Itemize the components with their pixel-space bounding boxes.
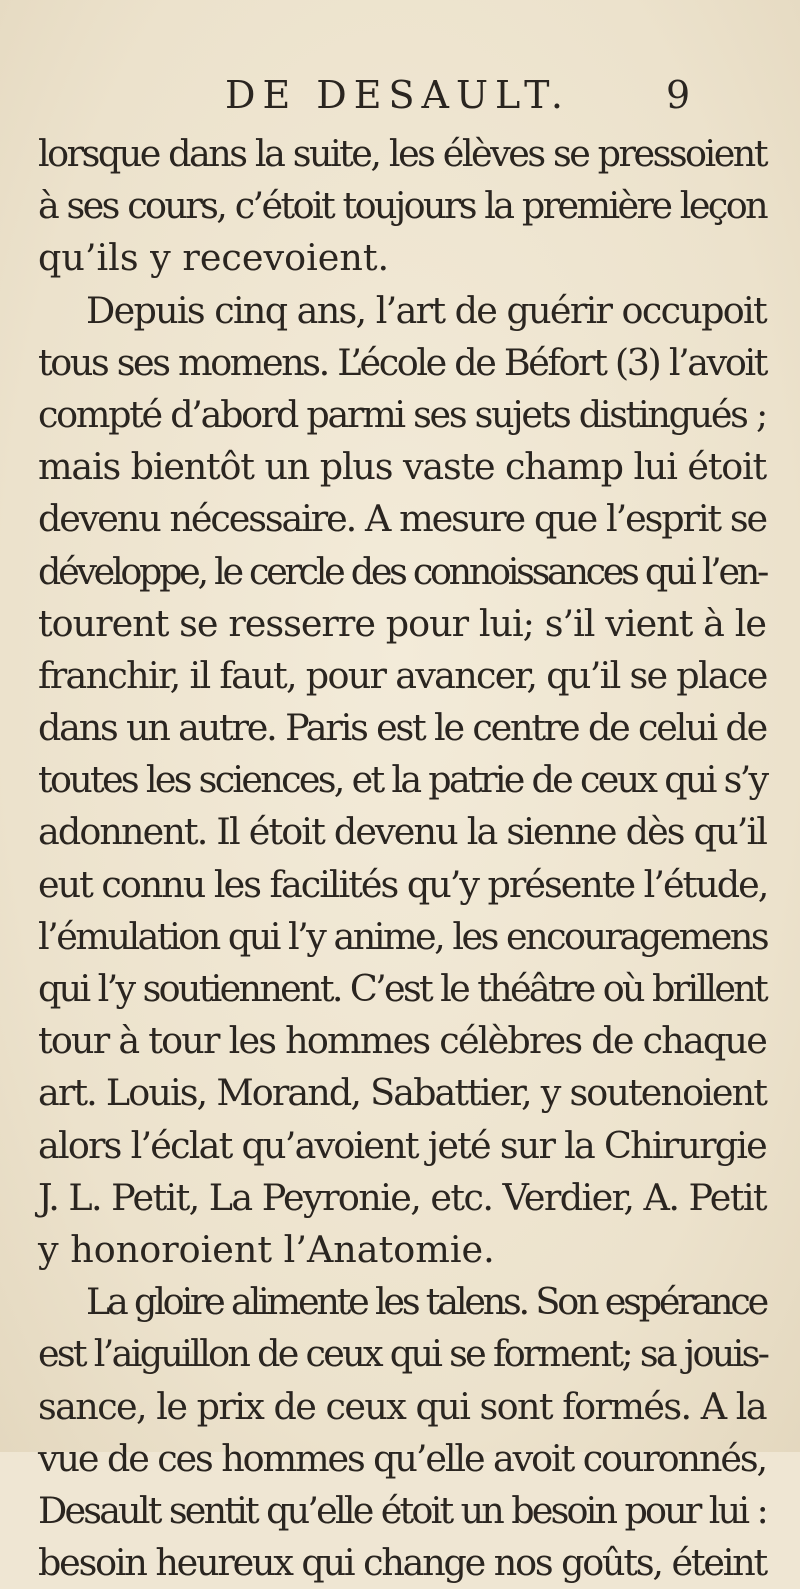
text-line: dans un autre. Paris est le centre de celui de — [38, 706, 766, 750]
text-line: qu’ils y recevoient. — [38, 236, 390, 280]
text-line: adonnent. Il étoit devenu la sienne dès qu’il — [38, 810, 766, 854]
text-line: eut connu les facilités qu’y présente l’étude, — [38, 862, 768, 906]
text-line: franchir, il faut, pour avancer, qu’il se place — [38, 653, 767, 697]
text-line: devenu nécessaire. A mesure que l’esprit se — [38, 497, 766, 541]
text-line: alors l’éclat qu’avoient jeté sur la Chirurgie — [38, 1123, 766, 1167]
text-line: mais bientôt un plus vaste champ lui étoit — [38, 445, 766, 489]
text-line: est l’aiguillon de ceux qui se forment; sa jouis- — [38, 1332, 768, 1376]
text-line: qui l’y soutiennent. C’est le théâtre où brillent — [38, 967, 766, 1010]
text-line: y honoroient l’Anatomie. — [38, 1227, 495, 1271]
text-line: tous ses momens. L’école de Béfort (3) l’avoit — [38, 340, 766, 384]
text-line: développe, le cercle des connoissances qui l’en- — [38, 549, 767, 593]
running-head: DE DESAULT. — [225, 73, 570, 117]
text-line: J. L. Petit, La Peyronie, etc. Verdier, A. Petit — [38, 1175, 766, 1219]
text-line: Desault sentit qu’elle étoit un besoin pour lui : — [38, 1488, 766, 1532]
text-line: Depuis cinq ans, l’art de guérir occupoit — [86, 288, 766, 332]
text-line: à ses cours, c’étoit toujours la première leçon — [38, 184, 766, 228]
text-line: toutes les sciences, et la patrie de ceux qui s’y — [38, 758, 767, 802]
body-text — [38, 128, 766, 1589]
text-line: vue de ces hommes qu’elle avoit couronnés, — [38, 1436, 766, 1480]
text-line: tourent se resserre pour lui; s’il vient à le — [38, 601, 766, 645]
text-line: besoin heureux qui change nos goûts, éteint — [38, 1541, 766, 1585]
page-number: 9 — [666, 73, 691, 117]
text-line: l’émulation qui l’y anime, les encouragemens — [38, 914, 768, 958]
text-line: compté d’abord parmi ses sujets distingués ; — [38, 392, 766, 436]
text-line: art. Louis, Morand, Sabattier, y soutenoient — [38, 1071, 766, 1115]
text-line: lorsque dans la suite, les élèves se pressoient — [38, 132, 766, 175]
page-header — [0, 70, 800, 120]
text-line: La gloire alimente les talens. Son espérance — [86, 1280, 766, 1324]
text-line: sance, le prix de ceux qui sont formés. A la — [38, 1384, 766, 1428]
text-line: tour à tour les hommes célèbres de chaque — [38, 1019, 766, 1063]
